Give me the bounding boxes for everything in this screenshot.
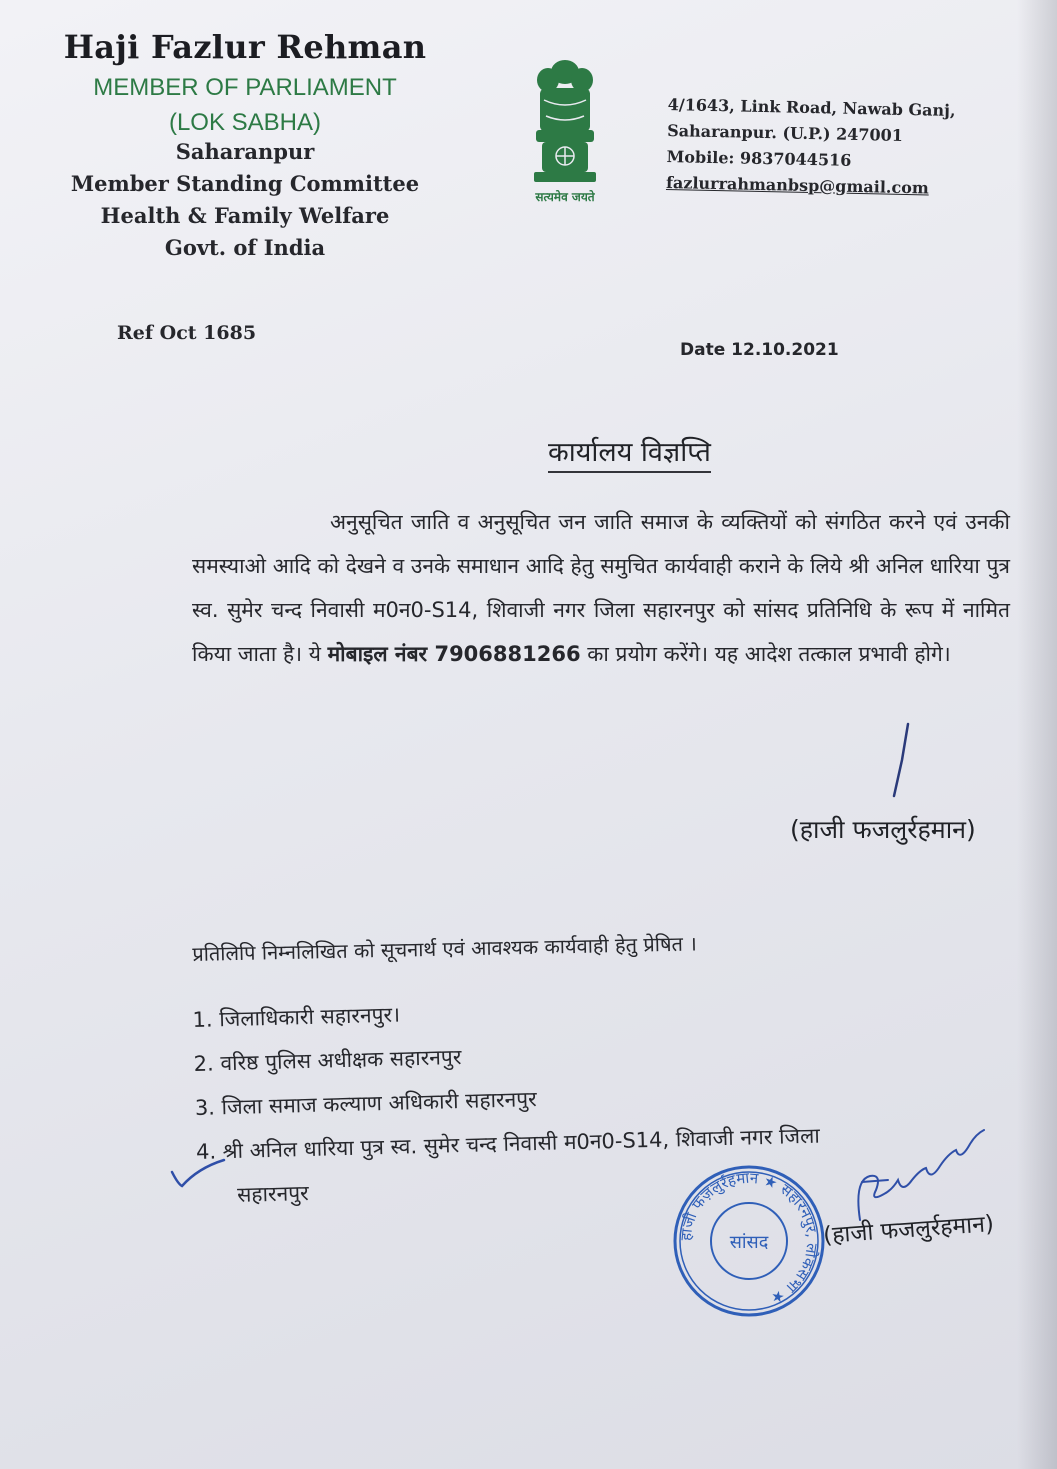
mp-role-line2: (LOK SABHA) [168, 109, 322, 136]
notice-body [192, 500, 1010, 676]
email-address: fazlurrahmanbsp@gmail.com [665, 172, 930, 198]
committee-line3: Govt. of India [164, 235, 326, 260]
mp-role-line1: MEMBER OF PARLIAMENT [93, 74, 397, 101]
signature-stroke [880, 720, 920, 800]
official-seal [670, 1162, 828, 1320]
mp-name: Haji Fazlur Rehman [63, 28, 427, 66]
signatory-name: (हाजी फजलुर्रहमान) [790, 815, 976, 844]
copy-item: 1. जिलाधिकारी सहारनपुर। [192, 1002, 401, 1032]
mobile-number: Mobile: 9837044516 [666, 146, 852, 170]
committee-line1: Member Standing Committee [70, 171, 420, 196]
check-mark-icon [168, 1150, 228, 1190]
copy-heading: प्रतिलिपि निम्नलिखित को सूचनार्थ एवं आवश्यक कार्यवाही हेतु प्रेषित । [192, 931, 698, 966]
copy-item: 4. श्री अनिल धारिया पुत्र स्व. सुमेर चन्द निवासी म0न0-S14, शिवाजी नगर जिला [195, 1123, 821, 1164]
notice-title: कार्यालय विज्ञप्ति [548, 432, 711, 473]
notice-body-end: का प्रयोग करेंगे। यह आदेश तत्काल प्रभावी होगे। [587, 642, 951, 666]
address-line1: 4/1643, Link Road, Nawab Ganj, [667, 94, 956, 121]
seal-ring-text: हाजी फज़लुर्रहमान ★ सहारनपुर, लोकसभा ★ [676, 1168, 822, 1309]
constituency: Saharanpur [175, 139, 315, 164]
paper-shadow-edge [1017, 0, 1057, 1469]
committee-line2: Health & Family Welfare [100, 203, 390, 228]
emblem-motto: सत्यमेव जयते [535, 190, 595, 204]
national-emblem-icon [520, 50, 610, 210]
copy-item: 2. वरिष्ठ पुलिस अधीक्षक सहारनपुर [193, 1044, 462, 1076]
stamp-signatory-name: (हाजी फजलुर्रहमान) [822, 1211, 995, 1249]
notice-body-main: अनुसूचित जाति व अनुसूचित जन जाति समाज के व्यक्तियों को संगठित करने एवं उनकी समस्याओ आदि को देखने व उनके समाधान आदि हेतु समुचित कार्यवाही कराने के लिये श्री अनिल धारिया पुत्र स्व. सुमेर चन्द निवासी म0न0-S14, शिवाजी नगर जिला सहारनपुर को सांसद प्रतिनिधि के रूप में नामित किया जाता है। ये [192, 510, 1010, 666]
copy-item: 3. जिला समाज कल्याण अधिकारी सहारनपुर [194, 1087, 538, 1120]
reference-number: Ref Oct 1685 [117, 322, 257, 344]
seal-center-text: सांसद [729, 1232, 769, 1253]
letterhead-left [60, 28, 430, 264]
letter-date: Date 12.10.2021 [680, 340, 839, 360]
notice-mobile-number: मोबाइल नंबर 7906881266 [327, 642, 581, 666]
copy-item-continuation: सहारनपुर [236, 1181, 310, 1207]
letterhead-right [666, 92, 956, 202]
address-line2: Saharanpur. (U.P.) 247001 [666, 120, 904, 145]
